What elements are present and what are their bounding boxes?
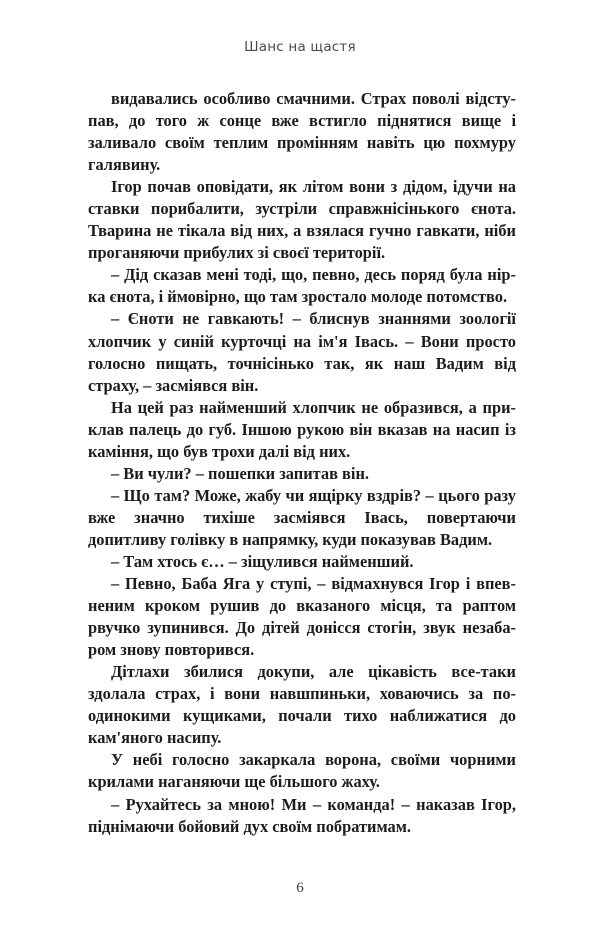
paragraph: – Дід сказав мені тоді, що, певно, десь поряд була нірка єнота, і ймовірно, що там зростало молоде потомство. <box>88 265 516 307</box>
paragraph: На цей раз найменший хлопчик не образився, а приклав палець до губ. Іншою рукою він вказав на насип із каміння, що був трохи далі від них. <box>88 397 516 461</box>
paragraph: – Що там? Може, жабу чи ящірку вздрів? – цього разу вже значно тихіше засміявся Івась, повертаючи допитливу голівку в напрямку, куди показував Вадим. <box>88 485 516 549</box>
paragraph: Ігор почав оповідати, як літом вони з дідом, ідучи на ставки порибалити, зустріли справжнісінького єнота. Тварина не тікала від них, а взялася гучно гавкати, ніби проганяючи прибулих зі своєї території. <box>88 177 516 263</box>
paragraph: – Певно, Баба Яга у ступі, – відмахнувся Ігор і впевненим кроком рушив до вказаного місця, та раптом рвучко зупинився. До дітей донісся стогін, звук незабаром знову повторився. <box>88 574 516 660</box>
paragraph: – Там хтось є… – зіщулився найменший. <box>111 551 414 571</box>
paragraph: Дітлахи збилися докупи, але цікавість все-таки здолала страх, і вони навшпиньки, ховаючись за поодинокими кущиками, почали тихо наближатися до кам'яного насипу. <box>88 662 516 748</box>
paragraph: – Рухайтесь за мною! Ми – команда! – наказав Ігор, піднімаючи бойовий дух своїм побратимам. <box>88 794 516 836</box>
running-header-title: Шанс на щастя <box>244 39 356 55</box>
paragraph: – Ви чули? – пошепки запитав він. <box>111 463 370 483</box>
page-body-text <box>88 88 516 838</box>
paragraph: – Єноти не гавкають! – блиснув знаннями зоології хлопчик у синій курточці на ім'я Івась. – Вони просто голосно пищать, точнісінько так, як наш Вадим від страху, – засміявся він. <box>88 309 516 395</box>
paragraph: У небі голосно закаркала ворона, своїми чорними крилами наганяючи ще більшого жаху. <box>88 750 516 792</box>
paragraph: видавались особливо смачними. Страх поволі відступав, до того ж сонце вже встигло піднятися вище і заливало своїм теплим промінням навіть цю похмуру галявину. <box>88 89 516 175</box>
page-number: 6 <box>296 880 304 896</box>
